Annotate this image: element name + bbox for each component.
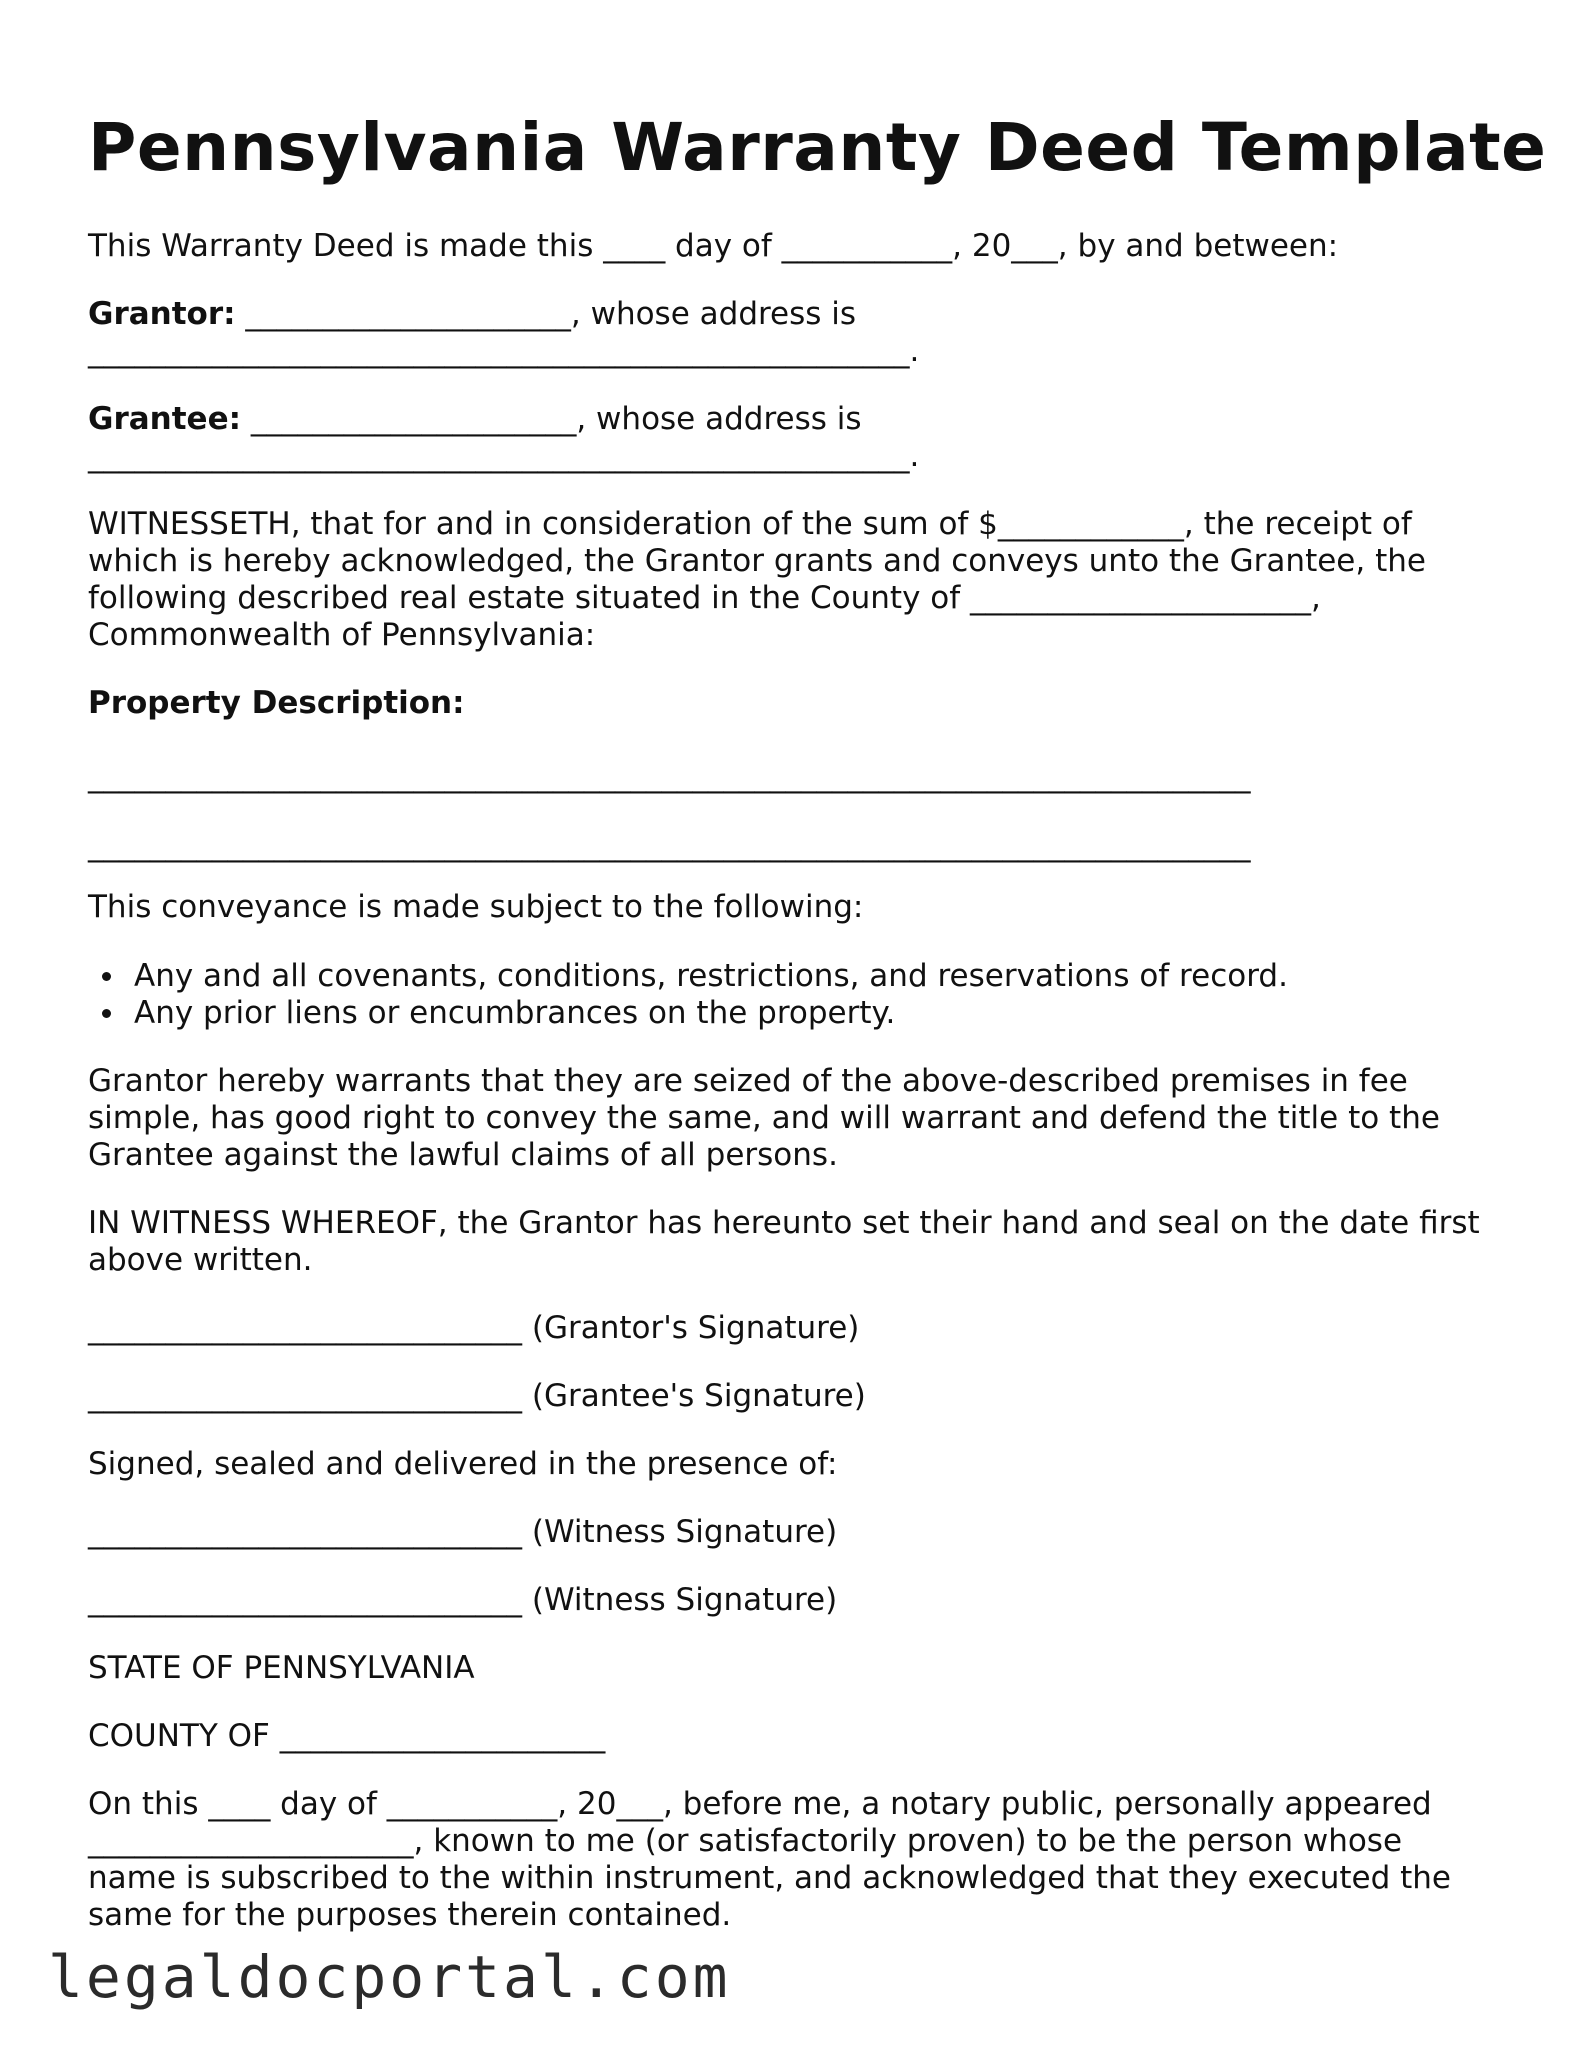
grantee-name-blank: _____________________, whose address is [241, 401, 862, 437]
bullet-icon [102, 972, 111, 981]
presence-text: Signed, sealed and delivered in the presence of: [88, 1446, 838, 1482]
subject-intro: This conveyance is made subject to the following: [88, 889, 864, 925]
warranty-line-2: simple, has good right to convey the same, and will warrant and defend the title to the [88, 1100, 1440, 1136]
list-item [134, 958, 1288, 995]
intro-paragraph: This Warranty Deed is made this ____ day of ___________, 20___, by and between: [88, 228, 1339, 264]
condition-text: Any prior liens or encumbrances on the property. [134, 995, 896, 1031]
grantee-label: Grantee: [88, 401, 241, 437]
in-witness-line-2: above written. [88, 1242, 313, 1278]
list-item [134, 995, 895, 1032]
witnesseth-line-3: following described real estate situated in the County of ______________________, [88, 580, 1321, 616]
witnesseth-line-4: Commonwealth of Pennsylvania: [88, 617, 596, 653]
in-witness-line-1: IN WITNESS WHEREOF, the Grantor has hereunto set their hand and seal on the date first [88, 1205, 1480, 1241]
grantor-address-blank: _____________________________________________________. [88, 333, 920, 369]
grantee-line [88, 401, 862, 438]
bullet-icon [102, 1009, 111, 1018]
site-watermark: legaldocportal.com [48, 1943, 731, 2011]
notary-line-4: same for the purposes therein contained. [88, 1897, 732, 1933]
property-description-blank-1: ___________________________________________________________________________ [88, 758, 1251, 794]
witnesseth-line-2: which is hereby acknowledged, the Grantor grants and conveys unto the Grantee, the [88, 543, 1426, 579]
notary-county: COUNTY OF _____________________ [88, 1718, 606, 1754]
property-description-blank-2: ___________________________________________________________________________ [88, 827, 1251, 863]
grantee-address-blank: _____________________________________________________. [88, 438, 920, 474]
grantee-signature-line: ____________________________ (Grantee's Signature) [88, 1378, 866, 1414]
property-description-label: Property Description: [88, 685, 465, 721]
notary-line-3: name is subscribed to the within instrument, and acknowledged that they executed the [88, 1860, 1452, 1896]
warranty-line-3: Grantee against the lawful claims of all persons. [88, 1137, 838, 1173]
grantor-line [88, 296, 856, 333]
notary-line-1: On this ____ day of ___________, 20___, before me, a notary public, personally appeared [88, 1786, 1432, 1822]
notary-line-2: _____________________, known to me (or satisfactorily proven) to be the person whose [88, 1823, 1403, 1859]
witness-signature-line-2: ____________________________ (Witness Signature) [88, 1582, 838, 1618]
notary-state: STATE OF PENNSYLVANIA [88, 1650, 475, 1686]
witness-signature-line-1: ____________________________ (Witness Signature) [88, 1514, 838, 1550]
warranty-line-1: Grantor hereby warrants that they are seized of the above-described premises in fee [88, 1063, 1408, 1099]
grantor-label: Grantor: [88, 296, 236, 332]
grantor-name-blank: _____________________, whose address is [235, 296, 857, 332]
document-title: Pennsylvania Warranty Deed Template [88, 109, 1547, 186]
witnesseth-line-1: WITNESSETH, that for and in consideration of the sum of $____________, the receipt of [88, 506, 1412, 542]
condition-text: Any and all covenants, conditions, restrictions, and reservations of record. [134, 958, 1288, 994]
grantor-signature-line: ____________________________ (Grantor's Signature) [88, 1310, 860, 1346]
